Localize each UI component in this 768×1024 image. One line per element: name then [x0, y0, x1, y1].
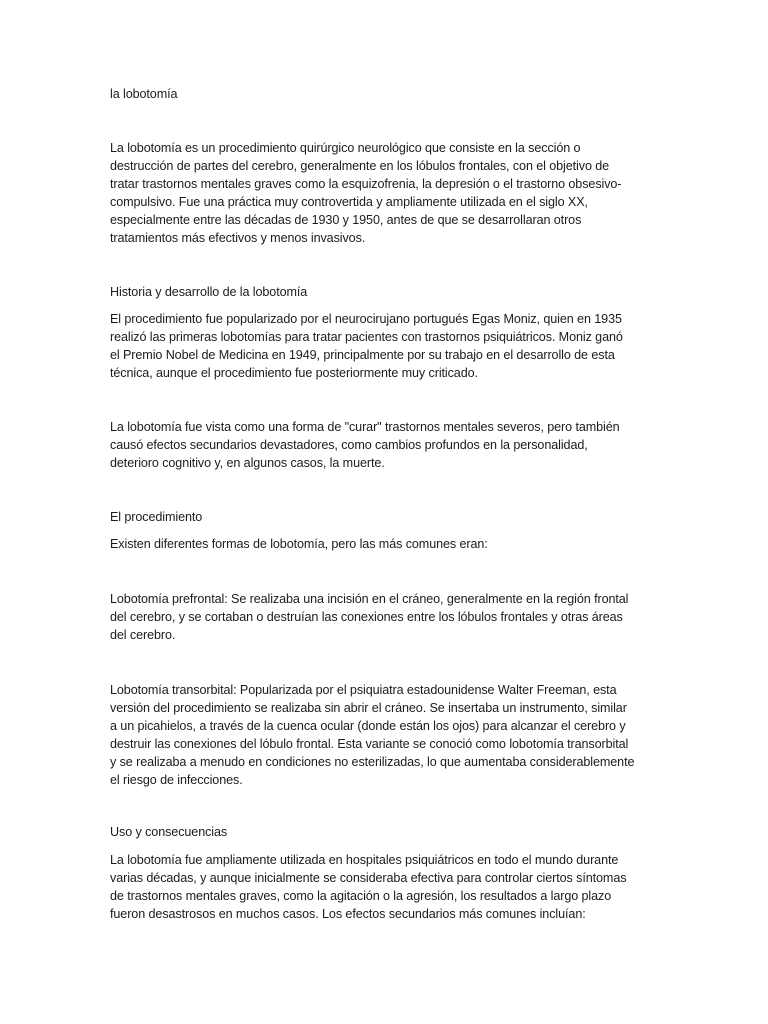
paragraph-line: tratamientos más efectivos y menos invasivos.	[110, 231, 366, 245]
procedure-intro: Existen diferentes formas de lobotomía, pero las más comunes eran:	[110, 537, 488, 551]
paragraph-line: Lobotomía transorbital: Popularizada por el psiquiatra estadounidense Walter Freeman, esta	[110, 683, 617, 697]
paragraph-line: destruir las conexiones del lóbulo frontal. Esta variante se conoció como lobotomía transorbital	[110, 737, 629, 751]
paragraph-line: varias décadas, y aunque inicialmente se consideraba efectiva para controlar ciertos síntomas	[110, 871, 627, 885]
paragraph-line: el riesgo de infecciones.	[110, 773, 243, 787]
paragraph-line: realizó las primeras lobotomías para tratar pacientes con trastornos psiquiátricos. Moniz ganó	[110, 330, 623, 344]
paragraph-line: tratar trastornos mentales graves como la esquizofrenia, la depresión o el trastorno obsesivo-	[110, 177, 622, 191]
paragraph-line: La lobotomía es un procedimiento quirúrgico neurológico que consiste en la sección o	[110, 141, 581, 155]
paragraph-line: fueron desastrosos en muchos casos. Los efectos secundarios más comunes incluían:	[110, 907, 586, 921]
paragraph-line: La lobotomía fue vista como una forma de "curar" trastornos mentales severos, pero también	[110, 420, 620, 434]
paragraph-line: del cerebro.	[110, 628, 176, 642]
paragraph-line: deterioro cognitivo y, en algunos casos, la muerte.	[110, 456, 385, 470]
section-heading-history: Historia y desarrollo de la lobotomía	[110, 285, 308, 299]
paragraph-line: causó efectos secundarios devastadores, como cambios profundos en la personalidad,	[110, 438, 588, 452]
paragraph-line: Lobotomía prefrontal: Se realizaba una incisión en el cráneo, generalmente en la región frontal	[110, 592, 629, 606]
section-heading-procedure: El procedimiento	[110, 510, 203, 524]
section-heading-use: Uso y consecuencias	[110, 825, 228, 839]
paragraph-line: técnica, aunque el procedimiento fue posteriormente muy criticado.	[110, 366, 478, 380]
paragraph-line: de trastornos mentales graves, como la agitación o la agresión, los resultados a largo plazo	[110, 889, 612, 903]
paragraph-line: destrucción de partes del cerebro, generalmente en los lóbulos frontales, con el objetivo de	[110, 159, 610, 173]
paragraph-line: La lobotomía fue ampliamente utilizada en hospitales psiquiátricos en todo el mundo durante	[110, 853, 619, 867]
document-title: la lobotomía	[110, 87, 178, 101]
paragraph-line: compulsivo. Fue una práctica muy controvertida y ampliamente utilizada en el siglo XX,	[110, 195, 588, 209]
paragraph-line: El procedimiento fue popularizado por el neurocirujano portugués Egas Moniz, quien en 1935	[110, 312, 622, 326]
paragraph-line: el Premio Nobel de Medicina en 1949, principalmente por su trabajo en el desarrollo de esta	[110, 348, 615, 362]
paragraph-line: y se realizaba a menudo en condiciones no esterilizadas, lo que aumentaba considerablemente	[110, 755, 635, 769]
paragraph-line: a un picahielos, a través de la cuenca ocular (donde están los ojos) para alcanzar el cerebro y	[110, 719, 626, 733]
paragraph-line: del cerebro, y se cortaban o destruían las conexiones entre los lóbulos frontales y otras áreas	[110, 610, 623, 624]
paragraph-line: versión del procedimiento se realizaba sin abrir el cráneo. Se insertaba un instrumento, similar	[110, 701, 627, 715]
paragraph-line: especialmente entre las décadas de 1930 y 1950, antes de que se desarrollaran otros	[110, 213, 582, 227]
